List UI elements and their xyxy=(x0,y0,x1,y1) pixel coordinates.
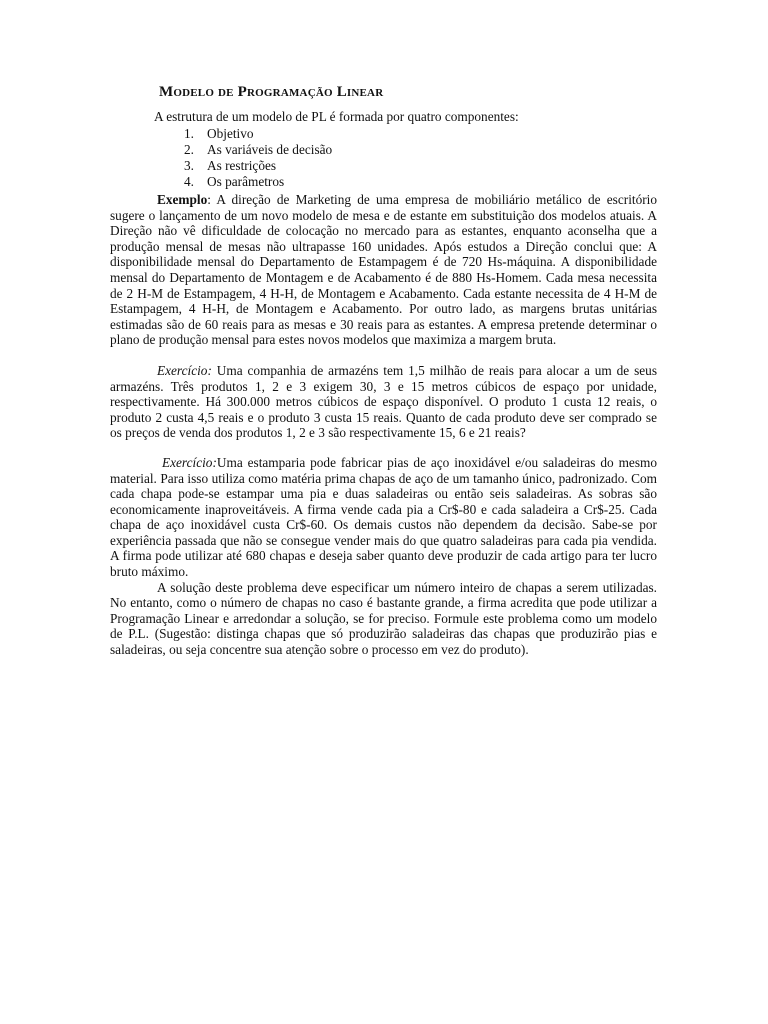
exercise-1-lead: Exercício: xyxy=(157,362,212,378)
exercise-1-text: Uma companhia de armazéns tem 1,5 milhão de reais para alocar a um de seus armazéns. Três produtos 1, 2 e 3 exigem 30, 3 e 15 metros cúbicos de espaço por unidade, respectivamente. Há 300.000 metros cúbicos de espaço disponível. O produto 1 custa 12 reais, o produto 2 custa 4,5 reais e o produto 3 custa 15 reais. Quanto de cada produto deve ser comprado se os preços de venda dos produtos 1, 2 e 3 são respectivamente 15, 6 e 21 reais? xyxy=(110,362,657,441)
list-item xyxy=(110,126,657,142)
components-list xyxy=(110,126,657,190)
list-item-number: 4. xyxy=(184,174,194,189)
list-item-label: Objetivo xyxy=(207,126,254,141)
list-item-number: 1. xyxy=(184,126,194,141)
example-lead: Exemplo xyxy=(157,192,208,207)
list-item-label: As restrições xyxy=(207,158,277,173)
document-page xyxy=(110,84,657,658)
exercise-2-text: Uma estamparia pode fabricar pias de aço inoxidável e/ou saladeiras do mesmo material. Para isso utiliza como matéria prima chapas de aço de um tamanho único, padronizado. Com cada chapa pode-se estampar uma pia e duas saladeiras ou então seis saladeiras. As sobras são economicamente inaproveitáveis. A firma vende cada pia a Cr$-80 e cada saladeira a Cr$-25. Cada chapa de aço inoxidável custa Cr$-60. Os demais custos não dependem da decisão. Sabe-se por experiência passada que não se consegue vender mais do que quatro saladeiras para cada pia vendida. A firma pode utilizar até 680 chapas e deseja saber quanto deve produzir de cada artigo para ter lucro bruto máximo. xyxy=(110,454,657,580)
example-paragraph xyxy=(110,192,657,348)
exercise-2-paragraph xyxy=(110,455,657,580)
list-item-label: As variáveis de decisão xyxy=(207,142,333,157)
exercise-2-lead: Exercício: xyxy=(162,454,217,470)
example-text: : A direção de Marketing de uma empresa de mobiliário metálico de escritório sugere o lançamento de um novo modelo de mesa e de estante em substituição dos modelos atuais. A Direção não vê dificuldade de colocação no mercado para as estantes, enquanto aconselha que a produção mensal de mesas não ultrapasse 160 unidades. Após estudos a Direção conclui que: A disponibilidade mensal do Departamento de Estampagem é de 720 Hs-máquina. A disponibilidade mensal do Departamento de Montagem e de Acabamento é de 880 Hs-Homem. Cada mesa necessita de 2 H-M de Estampagem, 4 H-H, de Montagem e Acabamento. Cada estante necessita de 4 H-M de Estampagem, 4 H-H, de Montagem e Acabamento. Por outro lado, as margens brutas unitárias estimadas são de 60 reais para as mesas e 30 reais para as estantes. A empresa pretende determinar o plano de produção mensal para estes novos modelos que maximiza a margem bruta. xyxy=(110,192,657,348)
intro-text: A estrutura de um modelo de PL é formada por quatro componentes: xyxy=(154,109,519,124)
list-item-label: Os parâmetros xyxy=(207,174,285,189)
page-title: Modelo de Programação Linear xyxy=(159,84,384,100)
exercise-1-paragraph xyxy=(110,363,657,441)
exercise-2-solution-paragraph: A solução deste problema deve especificar um número inteiro de chapas a serem utilizadas. No entanto, como o número de chapas no caso é bastante grande, a firma acredita que pode utilizar a Programação Linear e arredondar a solução, se for preciso. Formule este problema como um modelo de P.L. (Sugestão: distinga chapas que só produzirão saladeiras das chapas que produzirão pias e saladeiras, ou seja concentre sua atenção sobre o processo em vez do produto). xyxy=(110,579,657,658)
list-item xyxy=(110,174,657,190)
list-item xyxy=(110,158,657,174)
list-item xyxy=(110,142,657,158)
list-item-number: 2. xyxy=(184,142,194,157)
list-item-number: 3. xyxy=(184,158,194,173)
